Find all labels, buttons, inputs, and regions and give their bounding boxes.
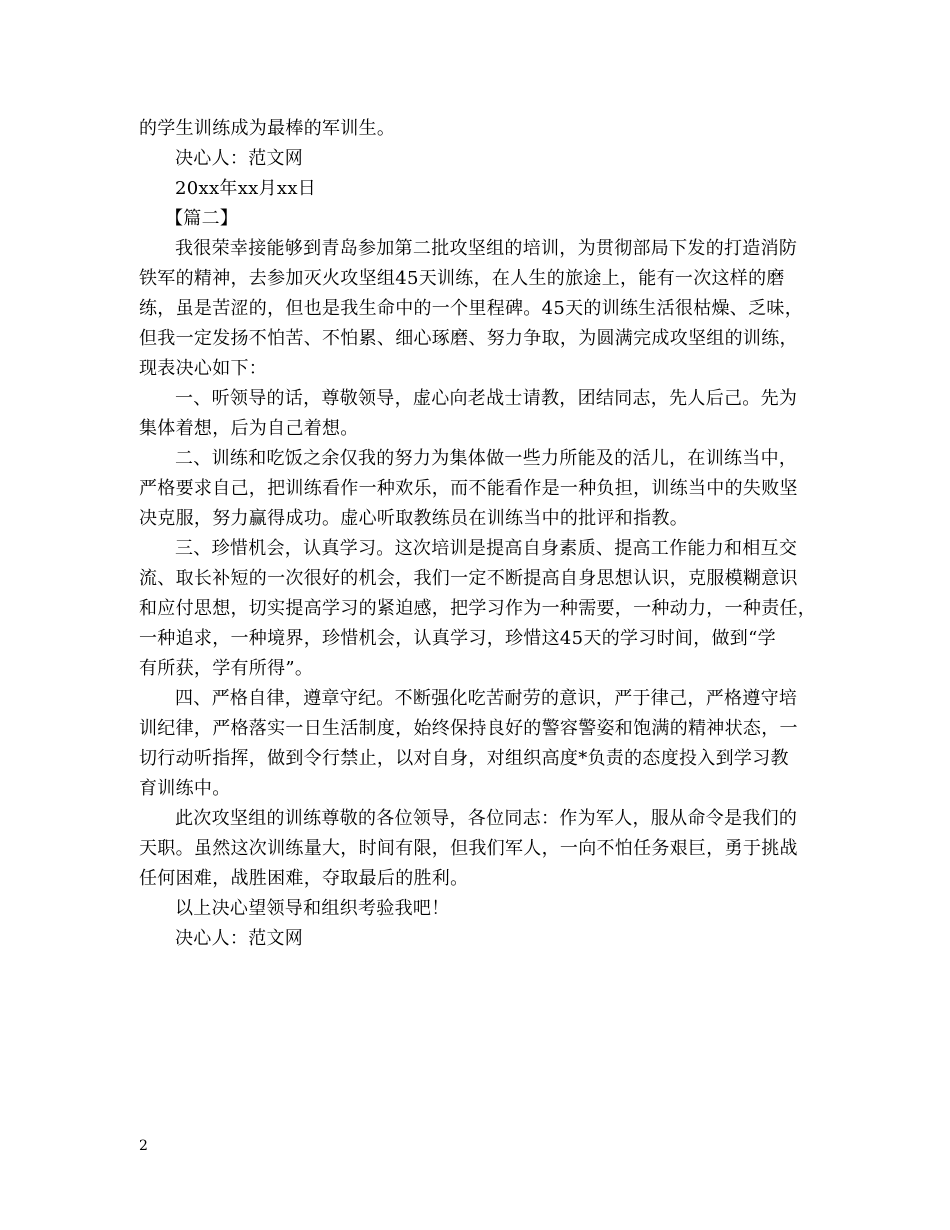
text-line: 的学生训练成为最棒的军训生。 (139, 118, 396, 139)
date-line: 20xx年xx月xx日 (175, 178, 317, 199)
text-line: 二、训练和吃饭之余仅我的努力为集体做一些力所能及的活儿，在训练当中， (175, 448, 798, 469)
text-line: 训纪律，严格落实一日生活制度，始终保持良好的警容警姿和饱满的精神状态，一 (139, 718, 798, 739)
text-line: 和应付思想，切实提高学习的紧迫感，把学习作为一种需要，一种动力，一种责任， (139, 598, 817, 619)
text-line: 现表决心如下： (139, 358, 268, 379)
text-line: 但我一定发扬不怕苦、不怕累、细心琢磨、努力争取，为圆满完成攻坚组的训练， (139, 328, 798, 349)
text-line: 任何困难，战胜困难，夺取最后的胜利。 (139, 868, 469, 889)
text-line: 决克服，努力赢得成功。虚心听取教练员在训练当中的批评和指教。 (139, 508, 688, 529)
text-line: 练，虽是苦涩的，但也是我生命中的一个里程碑。45天的训练生活很枯燥、乏味， (139, 298, 804, 319)
text-line: 我很荣幸接能够到青岛参加第二批攻坚组的培训，为贯彻部局下发的打造消防 (175, 238, 798, 259)
text-line: 三、珍惜机会，认真学习。这次培训是提高自身素质、提高工作能力和相互交 (175, 538, 798, 559)
text-line: 四、严格自律，遵章守纪。不断强化吃苦耐劳的意识，严于律己，严格遵守培 (175, 688, 798, 709)
text-line: 流、取长补短的一次很好的机会，我们一定不断提高自身思想认识，克服模糊意识 (139, 568, 798, 589)
text-line: 一种追求，一种境界，珍惜机会，认真学习，珍惜这45天的学习时间，做到“学 (139, 628, 776, 649)
section-heading: 【篇二】 (165, 208, 239, 229)
text-line: 切行动听指挥，做到令行禁止，以对自身，对组织高度*负责的态度投入到学习教 (139, 748, 789, 769)
text-line: 此次攻坚组的训练尊敬的各位领导，各位同志：作为军人，服从命令是我们的 (175, 808, 798, 829)
text-line: 一、听领导的话，尊敬领导，虚心向老战士请教，团结同志，先人后己。先为 (175, 388, 798, 409)
text-line: 天职。虽然这次训练量大，时间有限，但我们军人，一向不怕任务艰巨，勇于挑战 (139, 838, 798, 859)
text-line: 有所获，学有所得”。 (139, 658, 314, 679)
text-line: 铁军的精神，去参加灭火攻坚组45天训练，在人生的旅途上，能有一次这样的磨 (139, 268, 785, 289)
signature-line: 决心人：范文网 (175, 148, 304, 169)
signature-line: 决心人：范文网 (175, 928, 304, 949)
text-line: 严格要求自己，把训练看作一种欢乐，而不能看作是一种负担，训练当中的失败坚 (139, 478, 798, 499)
page-number: 2 (139, 1138, 148, 1154)
text-line: 育训练中。 (139, 778, 231, 799)
text-line: 集体着想，后为自己着想。 (139, 418, 359, 439)
document-body (139, 114, 819, 954)
text-line: 以上决心望领导和组织考验我吧！ (175, 898, 450, 919)
